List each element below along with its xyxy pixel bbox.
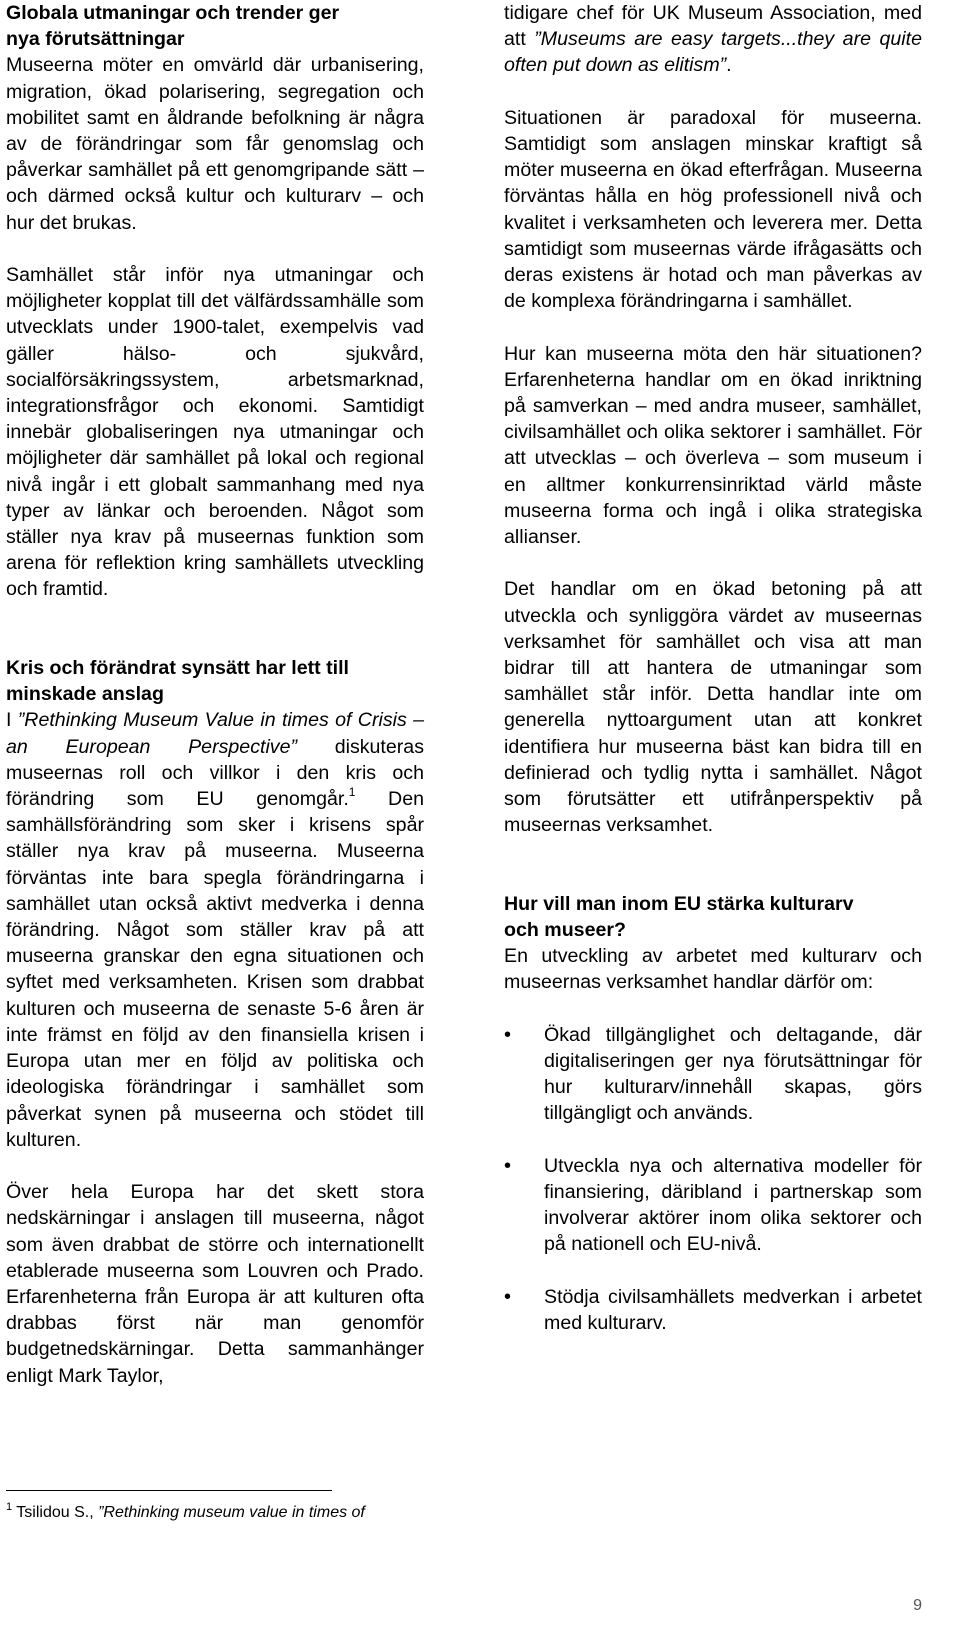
paragraph: Situationen är paradoxal för museerna. Samtidigt som anslagen minskar kraftigt så möter museerna en ökad efterfrågan. Museerna förväntas hålla en hög professionell nivå och kvalitet i verksamheten och leverera mer. Detta samtidigt som museernas värde ifrågasätts och deras existens är hotad och man påverkas av de komplexa förändringarna i samhället. [504,106,922,313]
paragraph: tidigare chef för UK Museum Association, med att ”Museums are easy targets...they are quite often put down as elitism”. [504,2,922,77]
footnote-number: 1 [6,1501,13,1513]
paragraph: Hur kan museerna möta den här situationen? Erfarenheterna handlar om en ökad inriktning på samverkan – med andra museer, samhället, civilsamhället och olika sektorer i samhället. För att utvecklas – och överleva – som museum i en alltmer konkurrensinriktad värld måste museerna forma och ingå i olika strategiska allianser. [504,342,922,549]
list-item: • Utveckla nya och alternativa modeller för finansiering, däribland i partnerskap som involverar aktörer inom olika sektorer och på nationell och EU-nivå. [504,1154,922,1256]
paragraph: Det handlar om en ökad betoning på att utveckla och synliggöra värdet av museernas verksamhet för samhället och visa att man bidrar till att hantera de utmaningar som samhället står inför. Detta handlar inte om generella nyttoargument utan att konkret identifiera hur museerna bäst kan bidra till en definierad och tydlig nytta i samhället. Något som förutsätter ett utifrånperspektiv på museernas verksamhet. [504,578,922,837]
section-heading-global-challenges: Globala utmaningar och trender ger nya förutsättningar [6,2,340,51]
list-item: • Stödja civilsamhällets medverkan i arbetet med kulturarv. [504,1285,922,1335]
list-item: • Ökad tillgänglighet och deltagande, där digitaliseringen ger nya förutsättningar för hur kulturarv/innehåll skapas, görs tillgängligt och används. [504,1023,922,1125]
bullet-icon: • [504,1285,512,1308]
quote: ”Museums are easy targets...they are quite often put down as elitism” [504,28,922,77]
left-column [6,0,424,1389]
bullet-icon: • [504,1154,512,1177]
paragraph: Museerna möter en omvärld där urbanisering, migration, ökad polarisering, segregation och mobilitet samt en åldrande befolkning är några av de förändringar som får genomslag och påverkar samhället på ett genomgripande sätt – och därmed också kultur och kulturarv – och hur det brukas. [6,54,424,234]
section-heading-eu: Hur vill man inom EU stärka kulturarv och museer? [504,892,854,942]
right-column [504,0,922,1362]
paragraph: Över hela Europa har det skett stora nedskärningar i anslagen till museerna, något som även drabbat de större och internationellt etablerade museerna som Louvren och Prado. Erfarenheterna från Europa är att kulturen ofta drabbas först när man genomför budgetnedskärningar. Detta sammanhänger enligt Mark Taylor, [6,1181,424,1387]
bullet-icon: • [504,1023,512,1046]
footnote-reference[interactable]: 1 [348,785,356,800]
footnote: $^1$ Tsilidou S., ”Rethinking museum value in times of [6,1501,365,1521]
publication-title: ”Rethinking Museum Value in times of Crisis – an European Perspective” [6,709,424,758]
paragraph: Samhället står inför nya utmaningar och möjligheter kopplat till det välfärdssamhälle som utvecklats under 1900-talet, exempelvis vad gäller hälso- och sjukvård, socialförsäkringssystem, arbetsmarknad, integrationsfrågor och ekonomi. Samtidigt innebär globaliseringen nya utmaningar och möjligheter där samhället på lokal och regional nivå ingår i ett globalt sammanhang med nya typer av länkar och beroenden. Något som ställer nya krav på museernas funktion som arena för reflektion kring samhällets utveckling och framtid. [6,264,424,601]
footnote-separator [6,1490,332,1491]
paragraph: I ”Rethinking Museum Value in times of Crisis – an European Perspective” diskuteras museernas roll och villkor i den kris och förändring som EU genomgår.$^1$ Den samhällsförändring som sker i krisens spår ställer nya krav på museerna. Museerna förväntas inte bara spegla förändringarna i samhället utan också aktivt medverka i denna förändring. Något som ställer krav på att museerna granskar den egna situationen och syftet med verksamheten. Krisen som drabbat kulturen och museerna de senaste 5-6 åren är inte främst en följd av den finansiella krisen i Europa utan mer en följd av politiska och ideologiska förändringar i samhället som påverkat synen på museerna och stödet till kulturen. [6,709,425,1151]
paragraph: En utveckling av arbetet med kulturarv och museernas verksamhet handlar därför om: [504,945,922,994]
section-heading-crisis: Kris och förändrat synsätt har lett till minskade anslag [6,657,349,706]
bullet-list [504,1022,922,1336]
page-number: 9 [913,1597,922,1614]
